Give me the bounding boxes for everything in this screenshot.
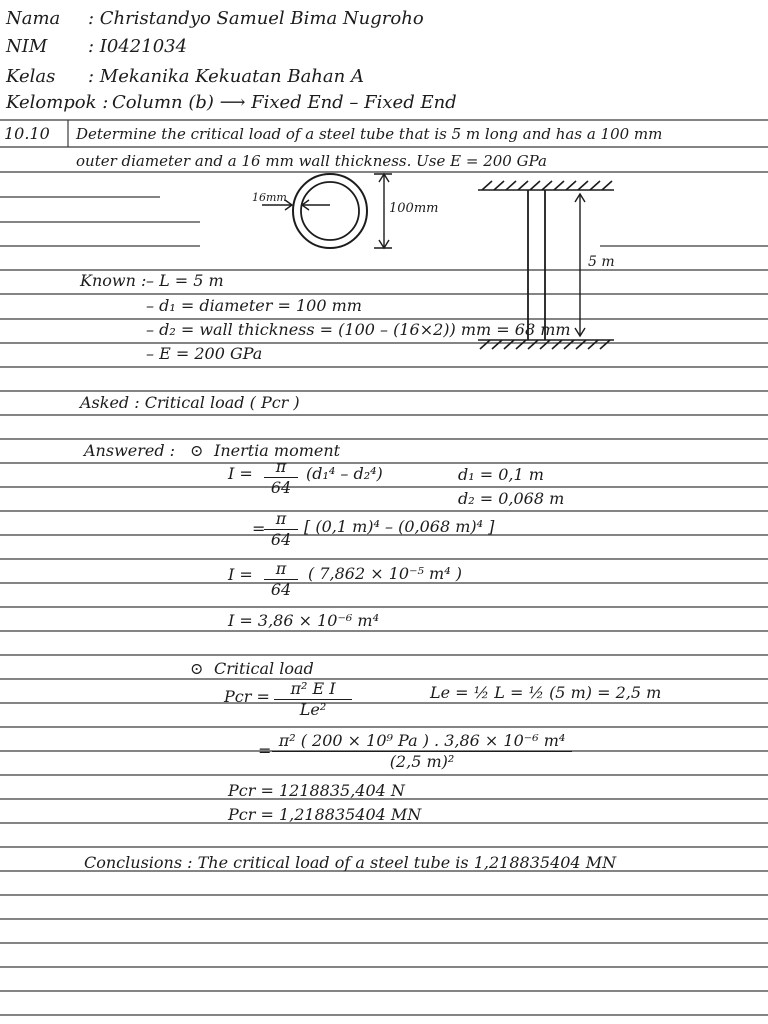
inertia-eq2-num: π — [264, 510, 298, 530]
known-item-wall: – d₂ = wall thickness = (100 – (16×2)) mm = 68 mm — [146, 320, 571, 339]
inertia-eq3-fraction — [264, 560, 298, 599]
inertia-eq2-den: 64 — [270, 530, 292, 549]
pcr-result-meganewton: Pcr = 1,218835404 MN — [228, 805, 422, 824]
kelompok-label: Kelompok : — [6, 92, 109, 113]
diameter-label: 100mm — [389, 201, 439, 216]
pcr-eq-left: Pcr = — [224, 687, 270, 706]
nim-label: NIM — [6, 36, 48, 57]
nim-value: : I0421034 — [88, 36, 188, 57]
kelas-value: : Mekanika Kekuatan Bahan A — [88, 66, 364, 87]
kelas-label: Kelas — [6, 66, 56, 87]
inertia-eq1-num: π — [264, 458, 298, 478]
critical-heading: Critical load — [214, 659, 314, 678]
pcr-eq-num: π² E I — [274, 680, 352, 700]
top-fixed-support — [478, 181, 614, 190]
inertia-result: I = 3,86 × 10⁻⁶ m⁴ — [228, 611, 379, 630]
nama-label: Nama — [6, 8, 61, 29]
bottom-fixed-support — [478, 340, 614, 349]
inertia-eq1-den: 64 — [270, 478, 292, 497]
problem-line-2: outer diameter and a 16 mm wall thickness. Use E = 200 GPa — [76, 152, 547, 170]
pcr-sub-fraction — [272, 732, 572, 771]
bullet-icon: ⊙ — [190, 441, 204, 460]
tube-inner-circle — [301, 182, 359, 240]
effective-length: Le = ½ L = ½ (5 m) = 2,5 m — [430, 683, 662, 702]
inertia-heading: Inertia moment — [214, 441, 341, 460]
pcr-sub-den: (2,5 m)² — [389, 752, 455, 771]
wall-thickness-label: 16mm — [252, 191, 287, 204]
inertia-eq2-fraction — [264, 510, 298, 549]
inertia-eq3-right: ( 7,862 × 10⁻⁵ m⁴ ) — [308, 564, 462, 583]
answered-heading: Answered : — [84, 441, 176, 460]
pcr-sub-left: = — [258, 741, 272, 760]
inertia-d1: d₁ = 0,1 m — [458, 465, 544, 484]
inertia-eq2-left: = — [252, 519, 266, 538]
tube-outer-circle — [293, 174, 367, 248]
inertia-d2: d₂ = 0,068 m — [458, 489, 565, 508]
problem-line-1: Determine the critical load of a steel tube that is 5 m long and has a 100 mm — [76, 125, 663, 143]
asked-line: Asked : Critical load ( Pcr ) — [80, 393, 300, 412]
nama-value: : Christandyo Samuel Bima Nugroho — [88, 8, 424, 29]
known-item-modulus: – E = 200 GPa — [146, 344, 263, 363]
inertia-eq1-fraction — [264, 458, 298, 497]
inertia-eq2-right: [ (0,1 m)⁴ – (0,068 m)⁴ ] — [304, 517, 495, 536]
known-heading: Known : — [80, 271, 147, 290]
pcr-eq-fraction — [274, 680, 352, 719]
known-item-length: – L = 5 m — [146, 271, 224, 290]
inertia-eq1-left: I = — [228, 464, 253, 483]
column-shaft — [528, 190, 545, 340]
inertia-eq1-right: (d₁⁴ – d₂⁴) — [306, 464, 383, 483]
column-length-label: 5 m — [588, 254, 615, 270]
length-dimension-arrow — [575, 194, 585, 336]
pcr-result-newton: Pcr = 1218835,404 N — [228, 781, 405, 800]
conclusion-line: Conclusions : The critical load of a steel tube is 1,218835404 MN — [84, 853, 617, 872]
problem-number: 10.10 — [4, 124, 50, 143]
inertia-eq3-den: 64 — [270, 580, 292, 599]
inertia-eq3-num: π — [264, 560, 298, 580]
known-item-diameter: – d₁ = diameter = 100 mm — [146, 296, 362, 315]
kelompok-value: Column (b) ⟶ Fixed End – Fixed End — [112, 92, 457, 113]
pcr-eq-den: Le² — [299, 700, 327, 719]
inertia-eq3-left: I = — [228, 565, 253, 584]
bullet-icon: ⊙ — [190, 659, 204, 678]
pcr-sub-num: π² ( 200 × 10⁹ Pa ) . 3,86 × 10⁻⁶ m⁴ — [272, 732, 572, 752]
